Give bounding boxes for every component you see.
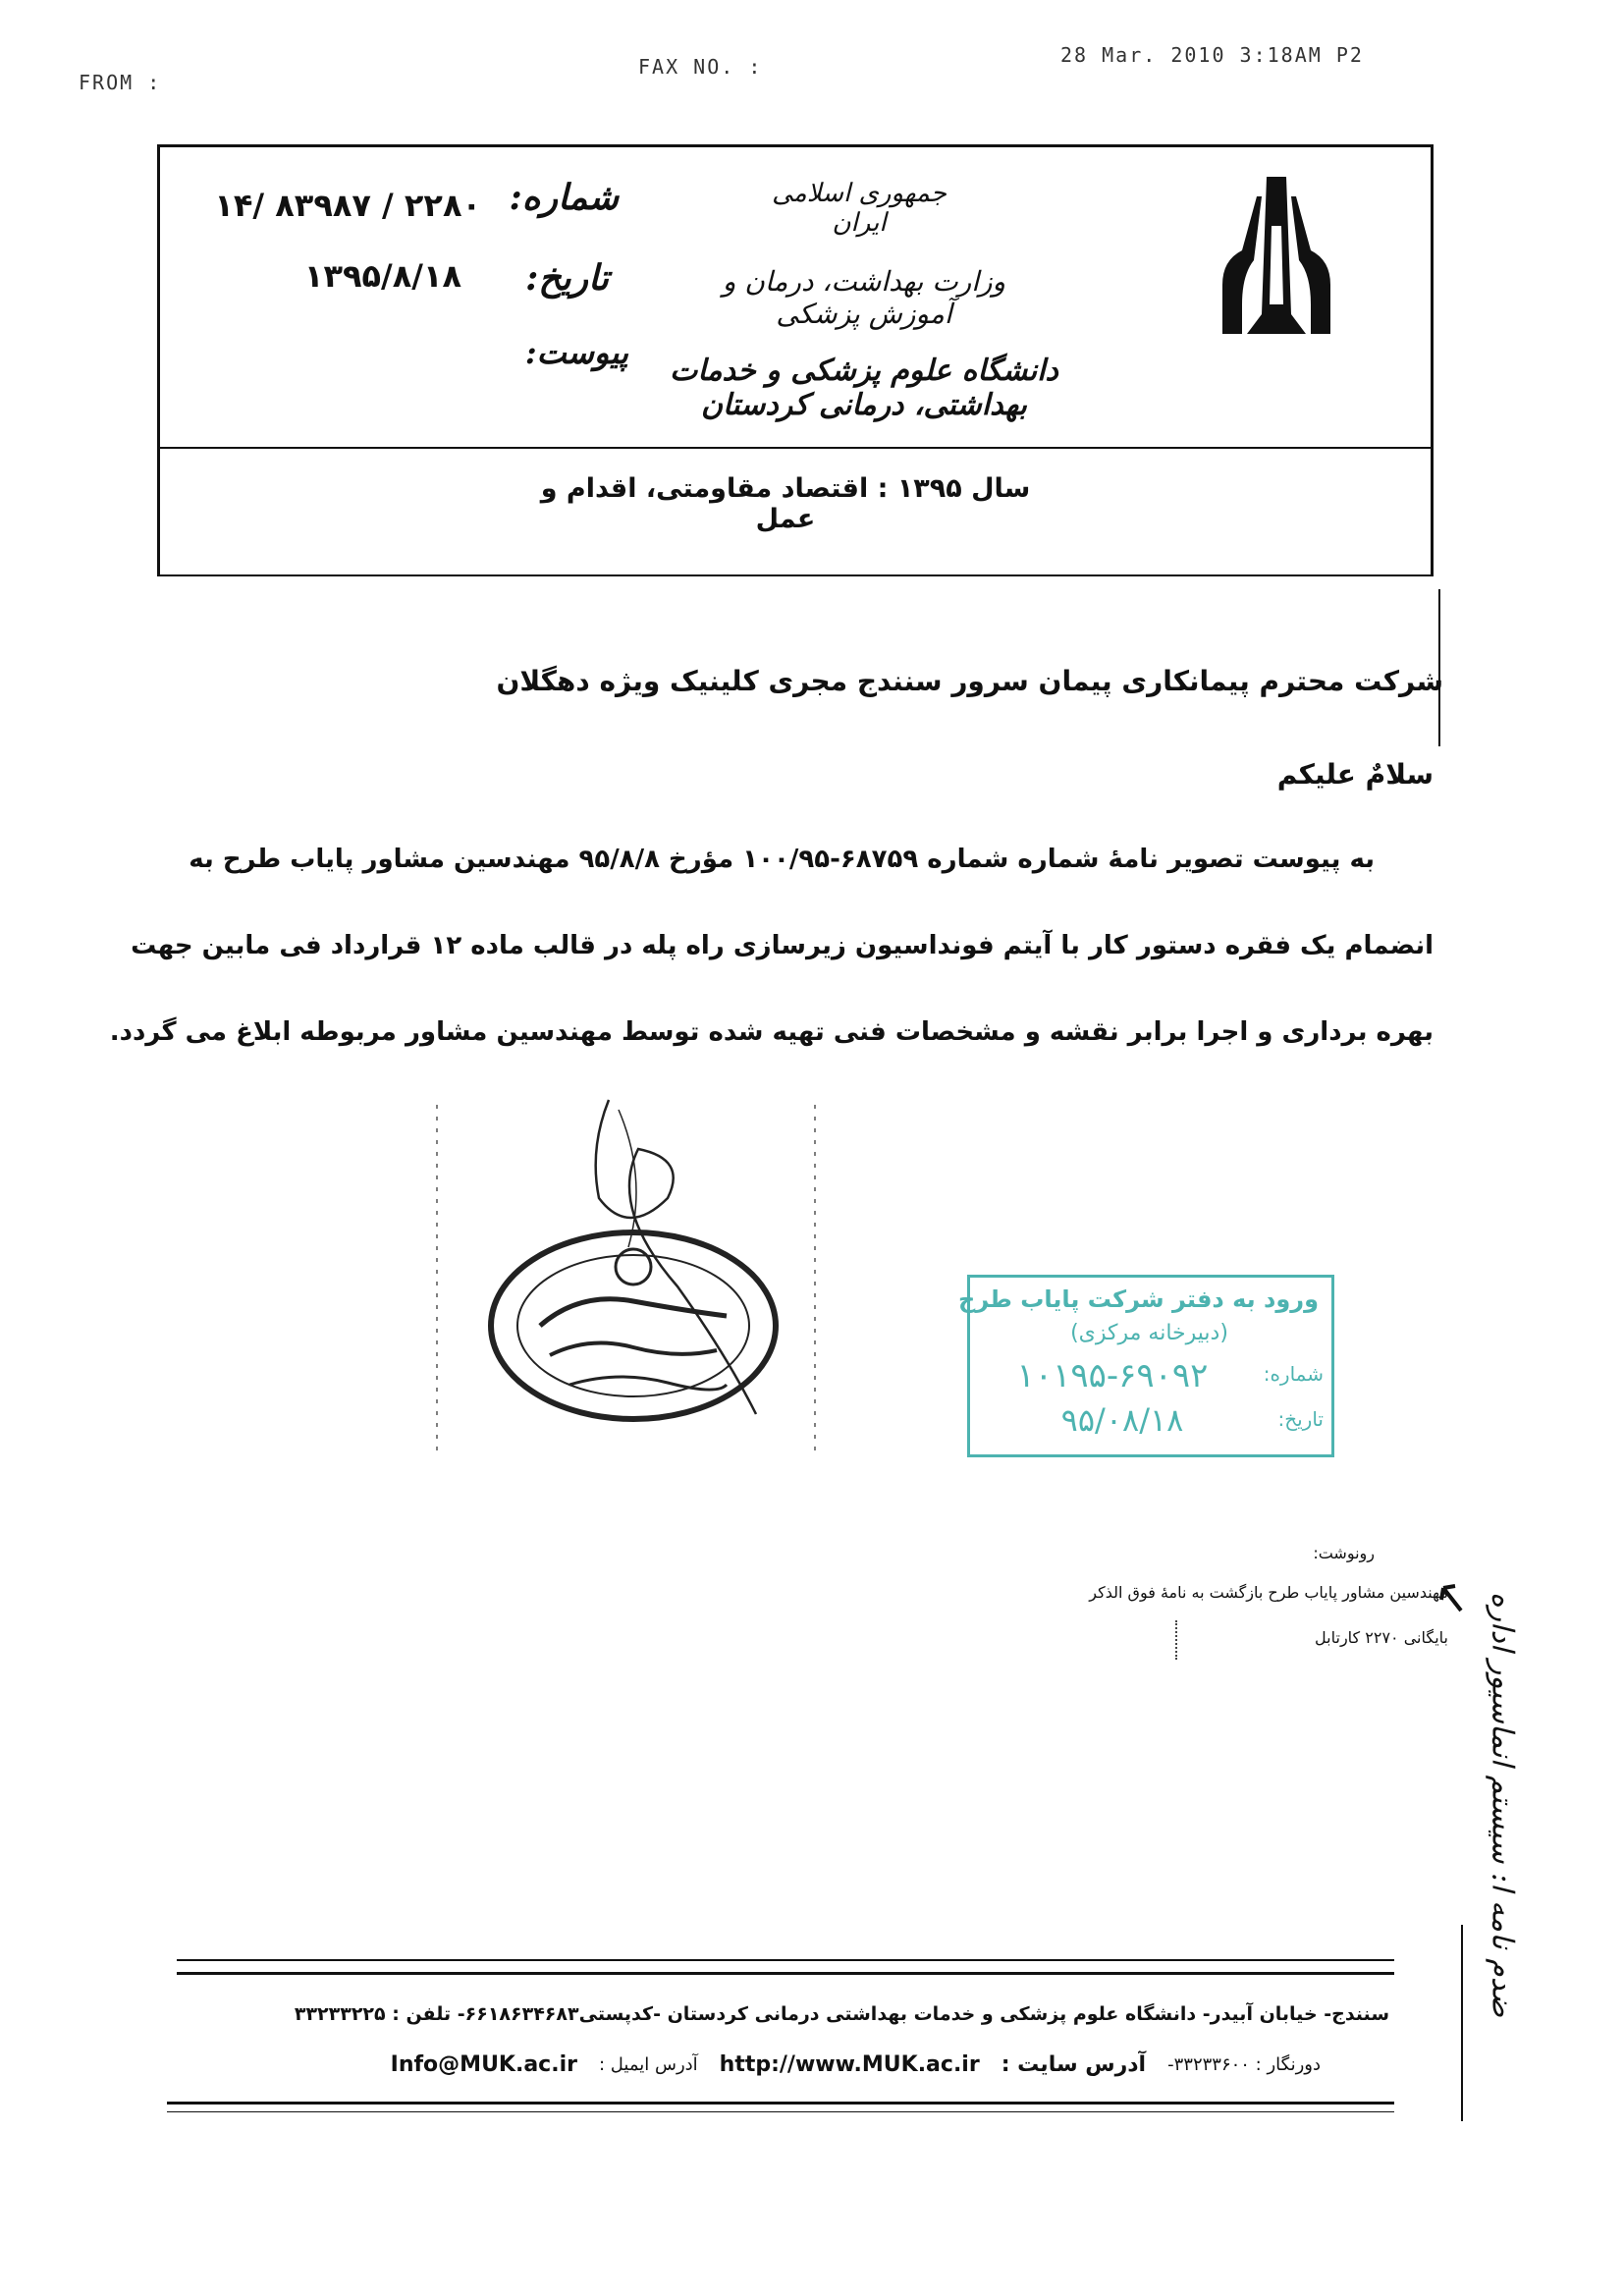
frame-right-bottom [1461, 1925, 1463, 2121]
frame-left [157, 144, 160, 576]
copies-line-2: بایگانی ۲۲۷۰ کارتابل [1315, 1628, 1448, 1647]
copies-line-1: مهندسین مشاور پایاب طرح بازگشت به نامهٔ فوق الذکر [1089, 1583, 1448, 1602]
footer-address: سنندج- خیابان آبیدر- دانشگاه علوم پزشکی و خدمات بهداشتی درمانی کردستان -کدپستی۶۶۱۸۶۳۴۶۸۳- تلفن : ۳۳۲۳۳۲۲۵ [294, 2003, 1389, 2025]
greeting: سلامٌ علیکم [1276, 758, 1434, 791]
frame-slogan-divider [157, 574, 1434, 576]
frame-header-divider [157, 447, 1434, 449]
letter-number: ۱۴/ ۸۳۹۸۷ / ۲۲۸۰ [214, 187, 481, 224]
recipient-line: شرکت محترم پیمانکاری پیمان سرور سنندج مجری کلینیک ویژه دهگلان [496, 665, 1443, 697]
footer-fax: دورنگار : ۳۳۲۳۳۶۰۰- [1167, 2053, 1321, 2075]
footer-contact-row [275, 2045, 1321, 2084]
number-label: شماره: [509, 177, 619, 218]
footer-site-label: آدرس سایت : [1001, 2051, 1147, 2077]
letter-date: ۱۳۹۵/۸/۱۸ [303, 257, 461, 295]
arrow-mark [1432, 1576, 1471, 1615]
body-line-1: به پیوست تصویر نامهٔ شماره شماره ۶۸۷۵۹-۱۰۰/۹۵ مؤرخ ۹۵/۸/۸ مهندسین مشاور پایاب طرح به [189, 845, 1375, 874]
stamp-number-label: شماره: [1263, 1362, 1324, 1386]
stamp-number-value: ۱۰۱۹۵-۶۹۰۹۲ [1016, 1356, 1209, 1395]
copies-divider [1175, 1620, 1179, 1660]
republic-title: جمهوری اسلامی ایران [772, 179, 947, 238]
stamp-date-label: تاریخ: [1277, 1407, 1324, 1431]
year-slogan: سال ۱۳۹۵ : اقتصاد مقاومتی، اقدام و عمل [540, 473, 1031, 534]
body-line-3: بهره برداری و اجرا برابر نقشه و مشخصات فنی تهیه شده توسط مهندسین مشاور مربوطه ابلاغ می گردد. [109, 1017, 1434, 1047]
university-logo [1213, 167, 1340, 344]
fax-datetime: 28 Mar. 2010 3:18AM P2 [1060, 43, 1364, 67]
footer-site-url[interactable]: http://www.MUK.ac.ir [719, 2051, 980, 2077]
ministry-title: وزارت بهداشت، درمان و آموزش پزشکی [722, 265, 1006, 330]
footer-top-rule-thick [177, 1972, 1394, 1975]
margin-handwritten-note: ضدم نامه ا: سیستم انماسیور اداره [1485, 1591, 1520, 2018]
footer-bottom-rule-thin [167, 2111, 1394, 2112]
footer-bottom-rule [167, 2102, 1394, 2105]
stamp-title: ورود به دفتر شرکت پایاب طرح [958, 1285, 1319, 1313]
frame-right [1431, 144, 1434, 576]
copies-heading: رونوشت: [1313, 1544, 1375, 1562]
fax-number: FAX NO. : [638, 55, 763, 79]
body-line-2: انضمام یک فقره دستور کار با آیتم فونداسیون زیرسازی راه پله در قالب ماده ۱۲ قرارداد فی مابین جهت [131, 931, 1434, 960]
stamp-date-value: ۹۵/۰۸/۱۸ [1060, 1401, 1184, 1439]
receipt-stamp [958, 1275, 1334, 1457]
stamp-subtitle: (دبیرخانه مرکزی) [1070, 1321, 1228, 1345]
fax-from: FROM : [79, 71, 162, 94]
date-label: تاریخ: [525, 257, 609, 299]
university-title: دانشگاه علوم پزشکی و خدمات بهداشتی، درمانی کردستان [670, 354, 1058, 422]
footer-email-label: آدرس ایمیل : [598, 2053, 698, 2075]
official-seal-signature [432, 1090, 825, 1463]
footer-top-rule [177, 1959, 1394, 1961]
frame-top [157, 144, 1434, 147]
attachment-label: پیوست: [524, 334, 628, 371]
footer-email[interactable]: Info@MUK.ac.ir [390, 2051, 577, 2077]
